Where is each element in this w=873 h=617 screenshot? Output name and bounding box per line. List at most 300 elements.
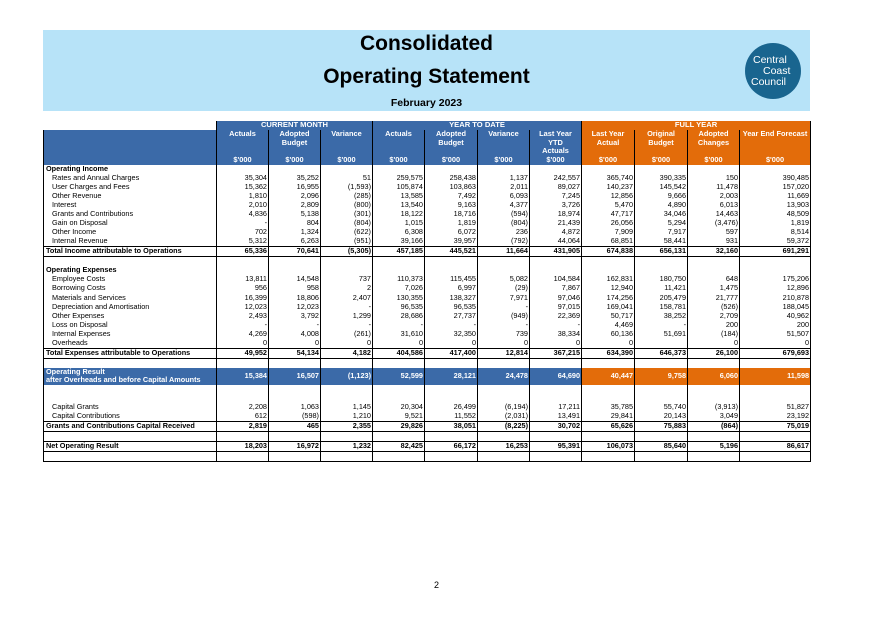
- value-cell: 39,166: [373, 237, 425, 247]
- table-row: [44, 338, 811, 348]
- value-cell: 44,064: [530, 237, 582, 247]
- column-header-line1: Last Year: [591, 130, 625, 139]
- value-cell: 188,045: [740, 302, 811, 311]
- row-label-text: Loss on Disposal: [52, 320, 108, 329]
- column-header: [688, 130, 740, 156]
- row-label: [44, 358, 217, 368]
- value-cell: 15,362: [217, 183, 269, 192]
- value-cell: 1,137: [478, 174, 530, 183]
- row-label-text: Operating Expenses: [46, 266, 117, 275]
- table-row: [44, 421, 811, 431]
- value-cell: 1,819: [425, 219, 478, 228]
- row-label-text: Borrowing Costs: [52, 284, 106, 293]
- row-label: [44, 421, 217, 431]
- value-cell: 145,542: [635, 183, 688, 192]
- value-cell: [635, 358, 688, 368]
- logo-text-line1: Central: [753, 54, 787, 66]
- row-label: [44, 192, 217, 201]
- value-cell: [635, 431, 688, 441]
- value-cell: 130,355: [373, 293, 425, 302]
- value-cell: 48,509: [740, 210, 811, 219]
- value-cell: 180,750: [635, 275, 688, 284]
- value-cell: 16,955: [269, 183, 321, 192]
- value-cell: [688, 431, 740, 441]
- row-label: [44, 441, 217, 451]
- value-cell: (951): [321, 237, 373, 247]
- value-cell: 2,809: [269, 201, 321, 210]
- value-cell: [373, 266, 425, 275]
- value-cell: 12,940: [582, 284, 635, 293]
- value-cell: [321, 451, 373, 461]
- table-row: [44, 311, 811, 320]
- row-label-text: Employee Costs: [52, 275, 106, 284]
- value-cell: 52,599: [373, 368, 425, 385]
- value-cell: 236: [478, 228, 530, 237]
- value-cell: [321, 358, 373, 368]
- row-label: [44, 329, 217, 338]
- value-cell: [217, 451, 269, 461]
- row-label-text: Capital Contributions: [52, 411, 120, 421]
- value-cell: [635, 266, 688, 275]
- value-cell: 51: [321, 174, 373, 183]
- value-cell: 16,253: [478, 441, 530, 451]
- value-cell: (1,593): [321, 183, 373, 192]
- value-cell: [321, 165, 373, 174]
- unit-cell: $'000: [530, 156, 582, 165]
- value-cell: 106,073: [582, 441, 635, 451]
- value-cell: [217, 266, 269, 275]
- value-cell: 2,493: [217, 311, 269, 320]
- value-cell: [425, 165, 478, 174]
- value-cell: 75,019: [740, 421, 811, 431]
- value-cell: 162,831: [582, 275, 635, 284]
- table-row: [44, 284, 811, 293]
- row-label: [44, 431, 217, 441]
- value-cell: 169,041: [582, 302, 635, 311]
- value-cell: 157,020: [740, 183, 811, 192]
- value-cell: (301): [321, 210, 373, 219]
- row-label: [44, 338, 217, 348]
- value-cell: 110,373: [373, 275, 425, 284]
- value-cell: [530, 394, 582, 403]
- value-cell: -: [321, 320, 373, 329]
- column-header-line1: Adopted: [436, 130, 466, 139]
- column-header-row: [44, 130, 811, 156]
- row-label: [44, 348, 217, 358]
- table-row: [44, 257, 811, 267]
- table-row: [44, 219, 811, 228]
- value-cell: 29,826: [373, 421, 425, 431]
- value-cell: 3,792: [269, 311, 321, 320]
- value-cell: [688, 358, 740, 368]
- row-label: [44, 284, 217, 293]
- value-cell: [269, 385, 321, 394]
- value-cell: (792): [478, 237, 530, 247]
- value-cell: [582, 257, 635, 267]
- value-cell: (184): [688, 329, 740, 338]
- council-logo: [745, 43, 801, 99]
- column-header: [530, 130, 582, 156]
- value-cell: 6,072: [425, 228, 478, 237]
- value-cell: 18,122: [373, 210, 425, 219]
- value-cell: 702: [217, 228, 269, 237]
- value-cell: 38,334: [530, 329, 582, 338]
- value-cell: 1,063: [269, 403, 321, 412]
- column-header: [269, 130, 321, 156]
- value-cell: [740, 266, 811, 275]
- table-row: [44, 368, 811, 385]
- value-cell: -: [217, 320, 269, 329]
- value-cell: 38,051: [425, 421, 478, 431]
- value-cell: 16,399: [217, 293, 269, 302]
- value-cell: 64,690: [530, 368, 582, 385]
- group-spacer: [44, 121, 217, 130]
- value-cell: 140,237: [582, 183, 635, 192]
- value-cell: 4,008: [269, 329, 321, 338]
- value-cell: 40,962: [740, 311, 811, 320]
- value-cell: 656,131: [635, 247, 688, 257]
- column-header: [373, 130, 425, 156]
- value-cell: [688, 266, 740, 275]
- value-cell: 612: [217, 412, 269, 422]
- table-row: [44, 348, 811, 358]
- value-cell: [688, 394, 740, 403]
- column-header-line1: Actuals: [229, 130, 256, 139]
- value-cell: 13,811: [217, 275, 269, 284]
- value-cell: 0: [217, 338, 269, 348]
- value-cell: 51,827: [740, 403, 811, 412]
- value-cell: 16,972: [269, 441, 321, 451]
- value-cell: 12,896: [740, 284, 811, 293]
- row-label: [44, 237, 217, 247]
- value-cell: 2,355: [321, 421, 373, 431]
- value-cell: 13,903: [740, 201, 811, 210]
- value-cell: 89,027: [530, 183, 582, 192]
- row-label: [44, 368, 217, 385]
- value-cell: 9,163: [425, 201, 478, 210]
- row-label-text: Total Income attributable to Operations: [46, 246, 182, 256]
- value-cell: 54,134: [269, 348, 321, 358]
- value-cell: [635, 165, 688, 174]
- report-period: February 2023: [390, 97, 463, 109]
- value-cell: [425, 358, 478, 368]
- value-cell: 34,046: [635, 210, 688, 219]
- value-cell: 30,702: [530, 421, 582, 431]
- value-cell: 3,726: [530, 201, 582, 210]
- value-cell: 29,841: [582, 412, 635, 422]
- value-cell: 0: [373, 338, 425, 348]
- column-header-line1: Year End Forecast: [742, 130, 808, 139]
- value-cell: [478, 385, 530, 394]
- value-cell: 648: [688, 275, 740, 284]
- unit-cell: $'000: [582, 156, 635, 165]
- value-cell: 6,263: [269, 237, 321, 247]
- row-label: [44, 311, 217, 320]
- row-label: [44, 210, 217, 219]
- value-cell: 86,617: [740, 441, 811, 451]
- value-cell: -: [373, 320, 425, 329]
- value-cell: [217, 394, 269, 403]
- row-label: [44, 412, 217, 422]
- row-label: [44, 320, 217, 329]
- value-cell: 634,390: [582, 348, 635, 358]
- value-cell: 739: [478, 329, 530, 338]
- row-label-text: Grants and Contributions: [52, 209, 134, 219]
- value-cell: 39,957: [425, 237, 478, 247]
- value-cell: 85,640: [635, 441, 688, 451]
- value-cell: 2,407: [321, 293, 373, 302]
- value-cell: [530, 385, 582, 394]
- value-cell: 4,872: [530, 228, 582, 237]
- value-cell: [478, 358, 530, 368]
- value-cell: (800): [321, 201, 373, 210]
- value-cell: 7,971: [478, 293, 530, 302]
- value-cell: [373, 394, 425, 403]
- value-cell: [269, 165, 321, 174]
- value-cell: (5,305): [321, 247, 373, 257]
- value-cell: 674,838: [582, 247, 635, 257]
- value-cell: 597: [688, 228, 740, 237]
- column-header: [478, 130, 530, 156]
- value-cell: [740, 451, 811, 461]
- table-row: [44, 192, 811, 201]
- column-header: [321, 130, 373, 156]
- value-cell: [425, 451, 478, 461]
- table-row: [44, 394, 811, 403]
- row-label-text: Other Revenue: [52, 191, 102, 200]
- value-cell: 13,540: [373, 201, 425, 210]
- value-cell: 20,304: [373, 403, 425, 412]
- row-label-text: Rates and Annual Charges: [52, 173, 140, 182]
- value-cell: [478, 431, 530, 441]
- unit-cell: $'000: [635, 156, 688, 165]
- row-label-subtext: after Overheads and before Capital Amounts: [46, 375, 201, 385]
- value-cell: 691,291: [740, 247, 811, 257]
- column-header: [635, 130, 688, 156]
- column-header-line1: Last Year: [539, 130, 572, 139]
- value-cell: 38,252: [635, 311, 688, 320]
- value-cell: (594): [478, 210, 530, 219]
- value-cell: (261): [321, 329, 373, 338]
- logo-text-line2: Coast: [763, 65, 791, 77]
- value-cell: -: [217, 219, 269, 228]
- value-cell: 7,026: [373, 284, 425, 293]
- value-cell: [425, 385, 478, 394]
- row-label: [44, 219, 217, 228]
- row-label-text: Interest: [52, 200, 77, 210]
- value-cell: 49,952: [217, 348, 269, 358]
- row-label-text: Net Operating Result: [46, 441, 119, 451]
- value-cell: [582, 266, 635, 275]
- value-cell: 7,245: [530, 192, 582, 201]
- row-label: [44, 403, 217, 412]
- value-cell: 0: [425, 338, 478, 348]
- unit-row: [44, 156, 811, 165]
- column-header-line1: Variance: [331, 130, 362, 139]
- row-label: [44, 385, 217, 394]
- value-cell: [425, 257, 478, 267]
- value-cell: [269, 358, 321, 368]
- value-cell: 96,535: [373, 302, 425, 311]
- value-cell: [321, 394, 373, 403]
- value-cell: 404,586: [373, 348, 425, 358]
- value-cell: [269, 257, 321, 267]
- value-cell: 14,463: [688, 210, 740, 219]
- value-cell: (29): [478, 284, 530, 293]
- value-cell: 958: [269, 284, 321, 293]
- column-header: [425, 130, 478, 156]
- value-cell: 12,814: [478, 348, 530, 358]
- value-cell: (8,225): [478, 421, 530, 431]
- value-cell: [688, 165, 740, 174]
- value-cell: 7,867: [530, 284, 582, 293]
- value-cell: 4,269: [217, 329, 269, 338]
- row-label-text: Overheads: [52, 338, 88, 347]
- value-cell: 1,015: [373, 219, 425, 228]
- value-cell: 737: [321, 275, 373, 284]
- value-cell: 2,208: [217, 403, 269, 412]
- value-cell: [373, 257, 425, 267]
- row-label-text: Other Expenses: [52, 311, 105, 320]
- value-cell: 23,192: [740, 412, 811, 422]
- unit-cell: $'000: [321, 156, 373, 165]
- value-cell: [321, 431, 373, 441]
- value-cell: 9,666: [635, 192, 688, 201]
- value-cell: 5,082: [478, 275, 530, 284]
- value-cell: 2,819: [217, 421, 269, 431]
- report-title-line1: Consolidated: [359, 32, 493, 55]
- value-cell: 6,060: [688, 368, 740, 385]
- value-cell: 210,878: [740, 293, 811, 302]
- value-cell: -: [425, 320, 478, 329]
- table-row: [44, 385, 811, 394]
- row-label: [44, 247, 217, 257]
- column-header: [582, 130, 635, 156]
- value-cell: 465: [269, 421, 321, 431]
- value-cell: [635, 394, 688, 403]
- report-title-line2: Operating Statement: [323, 65, 530, 88]
- row-label-text: Depreciation and Amortisation: [52, 302, 150, 311]
- value-cell: 24,478: [478, 368, 530, 385]
- value-cell: 4,182: [321, 348, 373, 358]
- value-cell: 26,499: [425, 403, 478, 412]
- row-label: [44, 275, 217, 284]
- value-cell: -: [530, 320, 582, 329]
- column-header: [740, 130, 811, 156]
- value-cell: 58,441: [635, 237, 688, 247]
- value-cell: 115,455: [425, 275, 478, 284]
- value-cell: [582, 451, 635, 461]
- row-label: [44, 293, 217, 302]
- value-cell: 200: [740, 320, 811, 329]
- table-row: [44, 302, 811, 311]
- value-cell: [688, 451, 740, 461]
- value-cell: [425, 431, 478, 441]
- table-row: [44, 441, 811, 451]
- value-cell: 18,203: [217, 441, 269, 451]
- value-cell: 104,584: [530, 275, 582, 284]
- value-cell: (949): [478, 311, 530, 320]
- value-cell: [688, 257, 740, 267]
- value-cell: 9,758: [635, 368, 688, 385]
- value-cell: 105,874: [373, 183, 425, 192]
- value-cell: 367,215: [530, 348, 582, 358]
- value-cell: 21,777: [688, 293, 740, 302]
- row-label: [44, 257, 217, 267]
- value-cell: 0: [582, 338, 635, 348]
- value-cell: 956: [217, 284, 269, 293]
- value-cell: -: [321, 302, 373, 311]
- row-label: [44, 228, 217, 237]
- value-cell: 5,138: [269, 210, 321, 219]
- column-header-line2: Budget: [281, 137, 308, 147]
- value-cell: (804): [478, 219, 530, 228]
- column-header-line2: YTD: [548, 137, 563, 147]
- value-cell: [373, 431, 425, 441]
- column-header-line2: Budget: [648, 137, 674, 147]
- row-label: [44, 394, 217, 403]
- value-cell: 6,013: [688, 201, 740, 210]
- value-cell: [373, 165, 425, 174]
- value-cell: 28,686: [373, 311, 425, 320]
- value-cell: 679,693: [740, 348, 811, 358]
- value-cell: [217, 358, 269, 368]
- value-cell: 40,447: [582, 368, 635, 385]
- value-cell: 70,641: [269, 247, 321, 257]
- value-cell: 5,470: [582, 201, 635, 210]
- table-row: [44, 412, 811, 422]
- table-row: [44, 165, 811, 174]
- value-cell: 4,836: [217, 210, 269, 219]
- value-cell: 0: [740, 338, 811, 348]
- value-cell: (804): [321, 219, 373, 228]
- value-cell: 2,709: [688, 311, 740, 320]
- value-cell: 2: [321, 284, 373, 293]
- value-cell: [478, 394, 530, 403]
- value-cell: 2,096: [269, 192, 321, 201]
- unit-cell: $'000: [688, 156, 740, 165]
- row-label: [44, 302, 217, 311]
- value-cell: 2,011: [478, 183, 530, 192]
- row-label-text: User Charges and Fees: [52, 182, 130, 191]
- column-header-line3: Actuals: [542, 146, 569, 156]
- row-label-text: Capital Grants: [52, 402, 99, 411]
- value-cell: 32,160: [688, 247, 740, 257]
- value-cell: 103,863: [425, 183, 478, 192]
- value-cell: 1,210: [321, 412, 373, 422]
- value-cell: 4,377: [478, 201, 530, 210]
- value-cell: 7,917: [635, 228, 688, 237]
- value-cell: [740, 165, 811, 174]
- table-row: [44, 403, 811, 412]
- value-cell: [530, 451, 582, 461]
- header-label-cell: [44, 130, 217, 156]
- value-cell: 13,585: [373, 192, 425, 201]
- value-cell: [217, 165, 269, 174]
- table-row: [44, 358, 811, 368]
- value-cell: [478, 451, 530, 461]
- value-cell: [321, 385, 373, 394]
- column-header-line1: Adopted: [698, 130, 729, 139]
- row-label-text: Gain on Disposal: [52, 218, 108, 228]
- column-header: [217, 130, 269, 156]
- value-cell: [269, 394, 321, 403]
- value-cell: 47,717: [582, 210, 635, 219]
- value-cell: [530, 266, 582, 275]
- table-row: [44, 329, 811, 338]
- value-cell: 27,737: [425, 311, 478, 320]
- value-cell: 1,299: [321, 311, 373, 320]
